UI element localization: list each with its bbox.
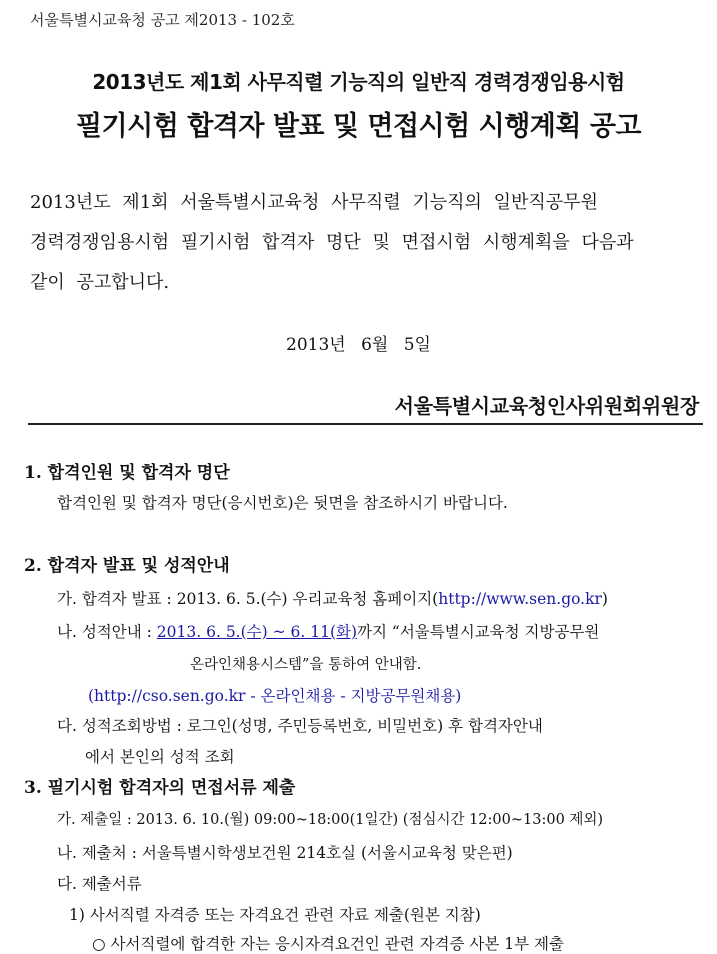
- section-3-heading: 3. 필기시험 합격자의 면접서류 제출: [24, 778, 296, 798]
- intro-line-1: 2013년도 제1회 서울특별시교육청 사무직렬 기능직의 일반직공무원: [30, 192, 598, 213]
- ga-suffix: ): [601, 590, 608, 608]
- section-2-item-ga: [57, 587, 608, 609]
- section-1-heading: 1. 합격인원 및 합격자 명단: [24, 463, 230, 483]
- section-1-body: 합격인원 및 합격자 명단(응시번호)은 뒷면을 참조하시기 바랍니다.: [57, 494, 508, 512]
- notice-number: 서울특별시교육청 공고 제2013 - 102호: [30, 11, 295, 29]
- ga-prefix: 가. 합격자 발표 : 2013. 6. 5.(수) 우리교육청 홈페이지(: [57, 590, 439, 608]
- intro-line-3: 같이 공고합니다.: [30, 272, 170, 293]
- section-2-item-da: 다. 성적조회방법 : 로그인(성명, 주민등록번호, 비밀번호) 후 합격자안내: [57, 717, 543, 735]
- title-line-1: 2013년도 제1회 사무직렬 기능직의 일반직 경력경쟁임용시험: [92, 70, 625, 94]
- section-3-item-na: 나. 제출처 : 서울특별시학생보건원 214호실 (서울시교육청 맞은편): [57, 844, 513, 862]
- section-3-bullet: ○ 사서직렬에 합격한 자는 응시자격요건인 관련 자격증 사본 1부 제출: [92, 935, 565, 953]
- intro-line-2: 경력경쟁임용시험 필기시험 합격자 명단 및 면접시험 시행계획을 다음과: [30, 232, 634, 253]
- na-suffix: 까지 “서울특별시교육청 지방공무원: [357, 623, 600, 641]
- divider: [28, 423, 703, 425]
- na-prefix: 나. 성적안내 :: [57, 623, 157, 641]
- recruitment-system-link-text[interactable]: (http://cso.sen.go.kr - 온라인채용 - 지방공무원채용): [88, 687, 462, 705]
- section-3-subitem-1: 1) 사서직렬 자격증 또는 자격요건 관련 자료 제출(원본 지참): [69, 906, 481, 924]
- section-2-item-na: [57, 620, 599, 642]
- section-2-item-da-line-2: 에서 본인의 성적 조회: [85, 748, 235, 766]
- section-2-item-na-line-2: 온라인채용시스템”을 통하여 안내함.: [190, 657, 422, 673]
- signer: 서울특별시교육청인사위원회위원장: [394, 394, 699, 418]
- announcement-date: 2013년 6월 5일: [286, 335, 431, 355]
- title-line-2: 필기시험 합격자 발표 및 면접시험 시행계획 공고: [75, 111, 642, 142]
- recruitment-system-link[interactable]: [88, 684, 461, 706]
- homepage-link[interactable]: http://www.sen.go.kr: [438, 590, 602, 608]
- section-3-item-ga: 가. 제출일 : 2013. 6. 10.(월) 09:00~18:00(1일간) (점심시간 12:00~13:00 제외): [57, 812, 604, 828]
- section-2-heading: 2. 합격자 발표 및 성적안내: [24, 556, 230, 576]
- score-dates-link[interactable]: 2013. 6. 5.(수) ~ 6. 11(화): [156, 623, 358, 641]
- section-3-item-da: 다. 제출서류: [57, 875, 142, 893]
